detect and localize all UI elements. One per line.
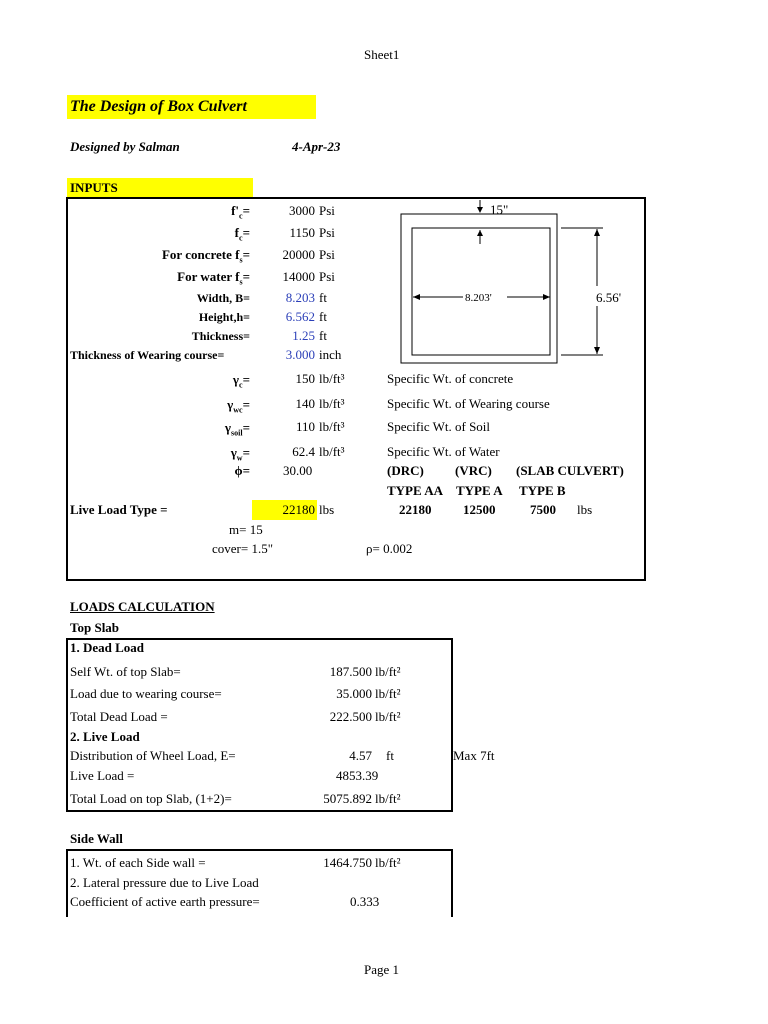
diagram-height-label: 6.56'	[596, 290, 622, 305]
input-value-fs-concrete: 20000	[282, 247, 315, 262]
input-unit: lbs	[319, 502, 335, 517]
input-value-width: 8.203	[285, 290, 315, 305]
input-unit: inch	[319, 347, 342, 362]
designer-name: Designed by Salman	[70, 139, 180, 154]
max-distribution-note: Max 7ft	[453, 748, 495, 763]
load-value-a: 12500	[463, 502, 496, 517]
input-value-fs-water: 14000	[282, 269, 315, 284]
input-unit: Psi	[319, 269, 335, 284]
input-unit: Psi	[319, 203, 335, 218]
input-unit: Psi	[319, 247, 335, 262]
inputs-heading: INPUTS	[67, 178, 253, 198]
input-value-height: 6.562	[285, 309, 315, 324]
input-label-thickness: Thickness=	[191, 329, 250, 343]
input-label-height: Height,h=	[198, 310, 250, 324]
input-value-gamma-wc: 140	[295, 396, 315, 411]
total-load-label: Total Load on top Slab, (1+2)=	[70, 791, 232, 806]
unit: lb/ft²	[375, 855, 401, 870]
input-description: Specific Wt. of Soil	[387, 419, 491, 434]
box-culvert-diagram	[395, 198, 615, 370]
wearing-course-load-value: 35.000	[336, 686, 372, 701]
input-label-phi: ϕ=	[234, 463, 250, 478]
input-value-fc-prime: 3000	[289, 203, 315, 218]
self-weight-value: 187.500	[329, 664, 372, 679]
diagram-top-thickness-label: 15"	[490, 202, 509, 217]
input-label-wearing-course: Thickness of Wearing course=	[70, 348, 225, 362]
dead-load-heading: 1. Dead Load	[70, 640, 145, 655]
input-unit: ft	[319, 309, 327, 324]
unit: lb/ft²	[375, 664, 401, 679]
unit: ft	[386, 748, 394, 763]
sheet-name: Sheet1	[364, 47, 400, 62]
input-value-wearing-course: 3.000	[285, 347, 315, 362]
input-label-fc: $f_c=$	[234, 225, 250, 243]
earth-pressure-coefficient-label: Coefficient of active earth pressure=	[70, 894, 260, 909]
input-unit: Psi	[319, 225, 335, 240]
load-value-aa: 22180	[399, 502, 432, 517]
input-value-gamma-soil: 110	[295, 419, 315, 434]
load-type-aa: TYPE AA	[387, 483, 443, 498]
diagram-width-label: 8.203'	[465, 292, 492, 304]
unit: lb/ft²	[375, 709, 401, 724]
input-description: Specific Wt. of Water	[387, 444, 500, 459]
load-type-a: TYPE A	[456, 483, 503, 498]
self-weight-label: Self Wt. of top Slab=	[70, 664, 181, 679]
side-wall-weight-label: 1. Wt. of each Side wall =	[70, 855, 206, 870]
load-type-drc: (DRC)	[387, 463, 424, 478]
input-unit: lb/ft³	[319, 371, 345, 386]
input-label-gamma-wc: $\gamma_{wc}=$	[227, 397, 250, 415]
side-wall-heading: Side Wall	[70, 831, 123, 846]
total-load-value: 5075.892	[323, 791, 372, 806]
input-value-fc: 1150	[289, 225, 315, 240]
earth-pressure-coefficient-value: 0.333	[350, 894, 380, 909]
input-label-fc-prime: $f'_c=$	[231, 203, 250, 221]
live-load-label: Live Load =	[70, 768, 135, 783]
load-value-unit: lbs	[577, 502, 593, 517]
unit: lb/ft²	[375, 791, 401, 806]
input-label-fs-water: For water $f_s=$	[177, 269, 250, 287]
total-dead-load-label: Total Dead Load =	[70, 709, 168, 724]
live-load-type-label: Live Load Type =	[70, 502, 168, 517]
input-unit: lb/ft³	[319, 396, 345, 411]
input-label-gamma-soil: $\gamma_{soil}=$	[224, 420, 250, 438]
load-type-b: TYPE B	[519, 483, 566, 498]
side-wall-weight-value: 1464.750	[323, 855, 372, 870]
input-label-gamma-c: $\gamma_c=$	[232, 372, 250, 390]
input-label-gamma-w: $\gamma_w=$	[230, 445, 250, 463]
wheel-load-distribution-label: Distribution of Wheel Load, E=	[70, 748, 236, 763]
load-type-vrc: (VRC)	[455, 463, 492, 478]
input-value-phi: 30.00	[283, 463, 313, 478]
lateral-pressure-label: 2. Lateral pressure due to Live Load	[70, 875, 259, 890]
input-unit: ft	[319, 290, 327, 305]
wheel-load-distribution-value: 4.57	[349, 748, 372, 763]
input-unit: lb/ft³	[319, 444, 345, 459]
load-type-slab-culvert: (SLAB CULVERT)	[516, 463, 624, 478]
input-description: Specific Wt. of Wearing course	[387, 396, 550, 411]
input-label-fs-concrete: For concrete $f_s=$	[161, 247, 250, 265]
input-value-gamma-w: 62.4	[292, 444, 315, 459]
unit: lb/ft²	[375, 686, 401, 701]
live-load-value: 4853.39	[336, 768, 379, 783]
input-description: Specific Wt. of concrete	[387, 371, 514, 386]
load-value-b: 7500	[530, 502, 556, 517]
design-date: 4-Apr-23	[292, 139, 341, 154]
steel-ratio: ρ= 0.002	[366, 541, 413, 556]
page-number: Page 1	[364, 962, 400, 977]
live-load-type-value[interactable]: 22180	[252, 500, 317, 520]
modular-ratio: m= 15	[229, 522, 263, 537]
top-slab-heading: Top Slab	[70, 620, 120, 635]
input-value-thickness: 1.25	[292, 328, 315, 343]
input-value-gamma-c: 150	[295, 371, 315, 386]
live-load-heading: 2. Live Load	[70, 729, 140, 744]
loads-heading: LOADS CALCULATION	[70, 599, 215, 614]
input-label-width: Width, B=	[196, 291, 250, 305]
document-title: The Design of Box Culvert	[67, 95, 316, 119]
wearing-course-load-label: Load due to wearing course=	[70, 686, 222, 701]
total-dead-load-value: 222.500	[329, 709, 372, 724]
input-unit: ft	[319, 328, 327, 343]
input-unit: lb/ft³	[319, 419, 345, 434]
concrete-cover: cover= 1.5"	[212, 541, 274, 556]
